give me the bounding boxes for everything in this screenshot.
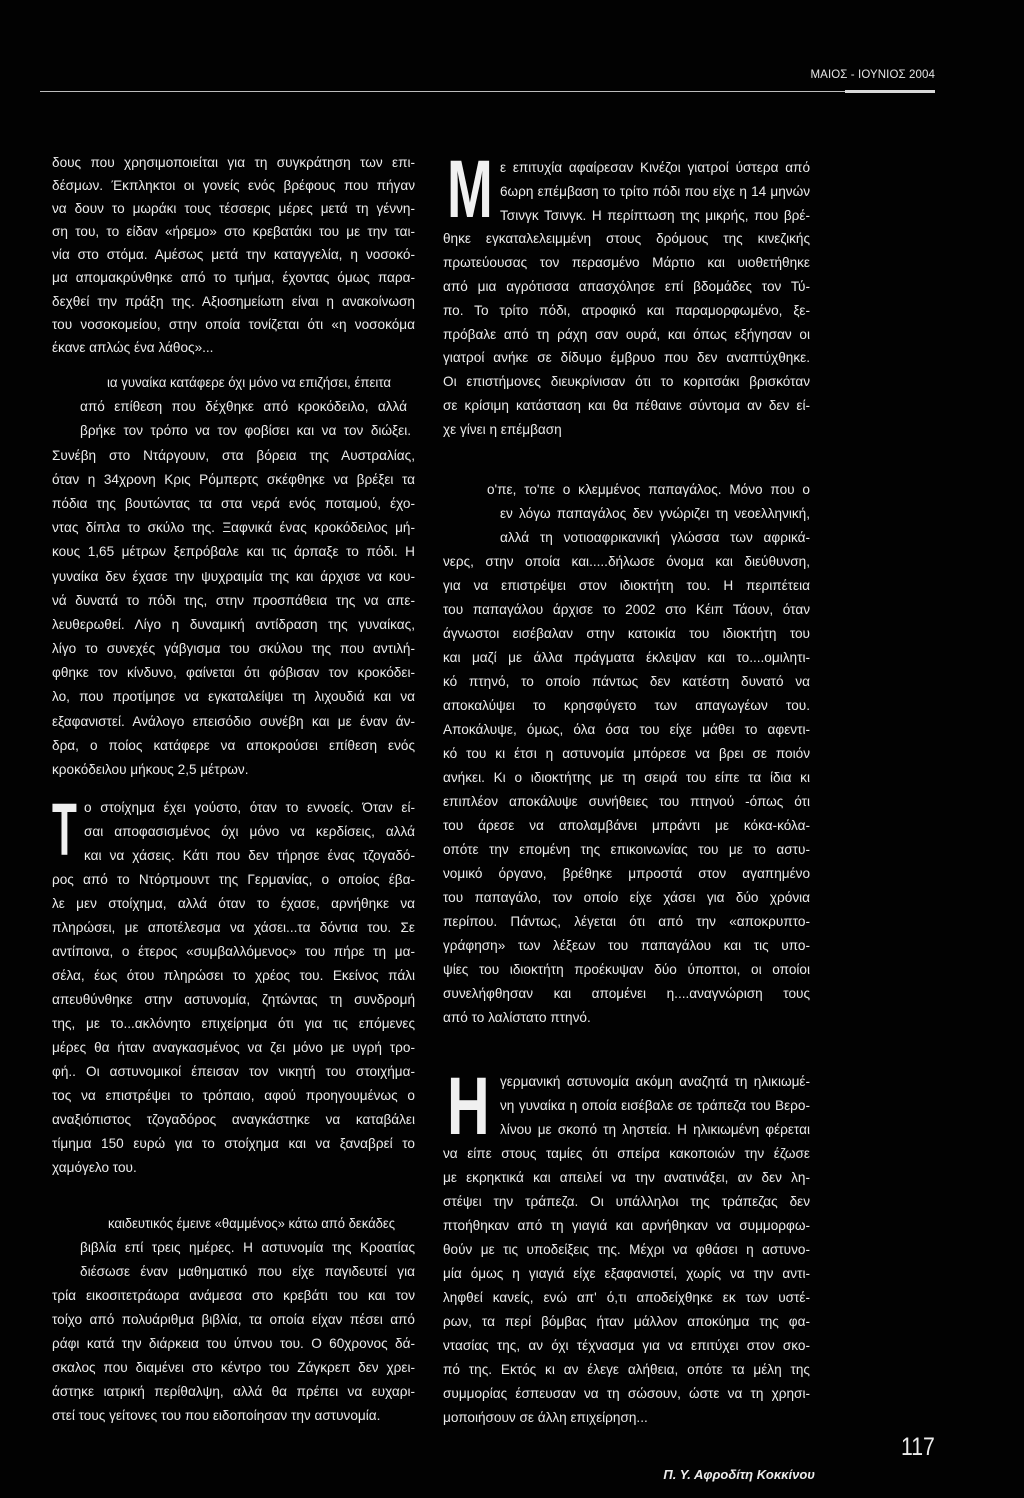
text-line [52,964,415,988]
text-line [443,1006,810,1030]
text-line [443,838,810,862]
text-line [443,718,810,742]
text-line-content: άγνωστοι εισέβαλαν στην κατοικία του ιδιοκτήτη του [443,626,810,641]
text-line-content: όταν η 34χρονη Κρις Ρόμπερτς σκέφθηκε να βρέξει τα [52,471,415,487]
text-line-content: ληφθεί κανείς, ενώ απ' ό,τι αποδείχθηκε εκ των υστέ- [443,1290,810,1305]
article-paragraph [52,796,415,1180]
text-line-content: κό του κι έτσι η αστυνομία μπόρεσε να βρει σε ποιόν [443,746,810,761]
text-line [443,1310,810,1334]
text-line-content: μία όμως η γιαγιά είχε εξαφανιστεί, χωρίς να την αντι- [443,1266,810,1281]
text-line-content: κό πτηνό, το οποίο πάντως δεν κατέστη δυνατό να [443,674,810,689]
text-line-content: διέσωσε έναν μαθηματικό που είχε παγιδευτεί για [80,1264,415,1279]
text-line-content: λο, που προτίμησε να εγκαταλείψει τη λιχουδιά και να [52,689,415,705]
text-line [443,814,810,838]
text-line-content: λευθερωθεί. Λίγο η δυναμική αντίδραση της γυναίκας, [52,616,415,632]
text-line [443,622,810,646]
article-paragraph [52,371,415,782]
text-line-content: από επίθεση που δέχθηκε από κροκόδειλο, αλλά [80,399,407,415]
text-line [52,266,415,289]
text-line [52,290,415,313]
text-line-content: νερς, στην οποία και.....δήλωσε όνομα και διεύθυνση, [443,554,810,569]
text-line-content: τρία εικοσιτετράωρα ανάμεσα στο κρεβάτι του και τον [52,1288,415,1303]
text-line-content: εξαφανιστεί. Ανάλογο επεισόδιο συνέβη και με έναν άν- [52,713,415,729]
text-line-content: του παπαγάλου άρχισε το 2002 στο Κέιπ Τάουν, όταν [443,602,810,617]
text-line-content: πόδια της βουτώντας τα στα νερά ενός ποταμού, έχο- [52,495,415,511]
text-line [52,1356,415,1380]
text-line-content: νά δυνατά το πόδι της, στην προσπάθεια της να απε- [52,592,415,608]
text-line [52,1380,415,1404]
text-line [52,1260,415,1284]
text-line-content: αναξιόπιστος τζογαδόρος αναγκάστηκε να καταβάλει [52,1112,415,1127]
text-line-content: χαμόγελο του. [52,1160,137,1175]
text-line [52,796,415,820]
text-line-content: απευθύνθηκε στην αστυνομία, ζητώντας τη συνδρομή [52,992,415,1007]
text-line-content: καιδευτικός έμεινε «θαμμένος» κάτω από δεκάδες [108,1216,395,1231]
text-line-content: γράφηση» των λέξεων του παπαγάλου και τις υπο- [443,938,810,953]
text-line-content: αντίποινα, ο έτερος «συμβαλλόμενος» του πήρε τη μα- [52,944,415,959]
text-line [443,394,810,418]
text-line [52,710,415,734]
text-line-content: και μαζί με άλλα πράγματα έκλεψαν και το....ομιλητι- [443,650,810,665]
article-paragraph [443,156,810,442]
text-line [443,299,810,323]
text-line-content: επιπλέον αποκάλυψε συνήθειες του πτηνού -όπως ότι [443,794,810,809]
text-line-content: ο'πε, το'πε ο κλεμμένος παπαγάλος. Μόνο που ο [487,482,810,497]
text-line [52,1212,415,1236]
text-line [52,419,415,443]
text-line [52,1284,415,1308]
text-line-content: ψίες του ιδιοκτήτη προέκυψαν δύο ύποπτοι, οι οποίοι [443,962,810,977]
text-line [52,444,415,468]
text-line-content: κροκόδειλου μήκους 2,5 μέτρων. [52,762,249,777]
text-line-content: εν λόγω παπαγάλος δεν γνώριζει τη νεοελληνική, [500,506,810,521]
text-line [443,694,810,718]
text-line-content: θηκε εγκαταλελειμμένη στους δρόμους της κινεζικής [443,231,810,247]
text-line-content: μοποιήσουν σε άλλη επιχείρηση... [443,1410,648,1425]
text-line [52,540,415,564]
text-line-content: λίγο το συνεχές γάβγισμα του σκύλου της που αντιλή- [52,641,415,657]
text-line [52,940,415,964]
text-line [443,1070,810,1094]
text-line-content: Οι επιστήμονες διευκρίνισαν ότι το κοριτσάκι βρισκόταν [443,374,810,390]
text-line [443,790,810,814]
text-line-content: οπότε την επομένη της επικοινωνίας του με το αστυ- [443,842,810,857]
text-line [52,1156,415,1180]
text-line [52,734,415,758]
article-paragraph [443,478,810,1030]
text-line-content: συμμορίας έσπευσαν να τη σώσουν, ώστε να τη χρησι- [443,1386,810,1401]
text-line-content: δους που χρησιμοποιείται για τη συγκράτηση των επι- [52,155,415,170]
text-line [443,958,810,982]
text-line [52,1404,415,1428]
text-line [443,1190,810,1214]
drop-cap: Μ [447,144,493,235]
text-line-content: έκανε απλώς ένα λάθος»... [52,339,214,355]
text-line [52,1084,415,1108]
text-line-content: βρήκε τον τρόπο να τον φοβίσει και να τον διώξει. [80,423,411,439]
text-line [52,371,415,395]
text-line [443,1358,810,1382]
text-line [443,251,810,275]
text-line [52,516,415,540]
text-line [443,418,810,442]
text-line [52,1108,415,1132]
text-line-content: από μια αγρότισσα απασχόλησε επί βδομάδες τον Τύ- [443,278,810,294]
text-line-content: γυναίκα δεν έχασε την ψυχραιμία της και άρχισε να κου- [52,568,415,584]
text-line-content: νία στο στόμα. Αμέσως μετά την καταγγελία, η νοσοκό- [52,247,415,263]
text-line [443,478,810,502]
text-line [52,844,415,868]
text-line-content: πο. Το τρίτο πόδι, ατροφικό και παραμορφωμένο, ξε- [443,302,810,318]
text-line-content: ντασίας της, αν όχι τέχνασμα για να επιτύχει στον σκο- [443,1338,810,1353]
text-line [52,613,415,637]
text-line [443,982,810,1006]
text-line [52,174,415,197]
text-line [52,220,415,243]
issue-date: ΜΑΙΟΣ - ΙΟΥΝΙΟΣ 2004 [810,69,935,81]
text-line-content: τοίχο από πολυάριθμα βιβλία, τα οποία είχαν πέσει από [52,1312,415,1327]
text-line [443,1214,810,1238]
text-line-content: συνελήφθησαν και απομένει η....αναγνώριση τους [443,986,810,1001]
text-line [443,670,810,694]
text-line-content: πρωτεύουσας τον περασμένο Μάρτιο και υιοθετήθηκε [443,255,810,271]
text-line [443,323,810,347]
text-line [52,1036,415,1060]
text-line [52,151,415,174]
text-line [52,313,415,336]
text-line [52,661,415,685]
text-line-content: μέρες θα ήταν αναγκασμένος να ζει μόνο με υγρή τρο- [52,1040,415,1055]
text-line [443,886,810,910]
text-line-content: με εκρηκτικά και απειλεί να την ανατινάξει, αν δεν λη- [443,1170,810,1185]
drop-cap: Η [447,1061,490,1152]
text-line [443,1286,810,1310]
text-line-content: χε γίνει η επέμβαση [443,421,562,437]
text-line-content: ια γυναίκα κατάφερε όχι μόνο να επιζήσει, έπειτα [107,375,391,390]
text-line [443,275,810,299]
text-line-content: Τσινγκ Τσινγκ. Η περίπτωση της μικρής, που βρέ- [500,207,810,223]
text-line-content: λίνου με σκοπό τη ληστεία. Η ηλικιωμένη φέρεται [500,1122,810,1137]
article-paragraph [52,1212,415,1428]
text-line-content: αποκαλύψει το κρησφύγετο των απαγωγέων του. [443,698,810,713]
text-line-content: νομικό όργανο, βρέθηκε μπροστά στον αγαπημένο [443,866,810,881]
text-line [52,916,415,940]
author-byline: Π. Υ. Αφροδίτη Κοκκίνου [663,1467,815,1482]
text-line-content: για να επιστρέψει στον ιδιοκτήτη του. Η περιπέτεια [443,578,810,593]
text-line [52,492,415,516]
text-line [443,1094,810,1118]
text-line-content: ντας δίπλα το σκύλο της. Ξαφνικά ένας κροκόδειλος μή- [52,520,415,536]
text-line [443,1118,810,1142]
text-line [443,550,810,574]
text-line-content: περίπου. Πάντως, λέγεται ότι από την «αποκρυπτο- [443,914,810,929]
text-line-content: ση του, το είδαν «ήρεμο» στο κρεβατάκι του με την ται- [52,224,415,240]
text-line-content: τος να επιστρέψει το τρόπαιο, αφού προηγουμένως ο [52,1088,415,1103]
text-line-content: του άρεσε να απολαμβάνει μπράντι με κόκα-κόλα- [443,818,810,833]
text-line-content: ρων, τα περί βόμβας ήταν μάλλον αποκύημα της φα- [443,1314,810,1329]
text-line [443,598,810,622]
text-line [443,1238,810,1262]
text-line-content: φθηκε τον κίνδυνο, φαίνεται ότι φόβισαν τον κροκόδει- [52,665,415,681]
text-line-content: φή.. Οι αστυνομικοί έπεισαν τον νικητή του στοιχήμα- [52,1064,415,1079]
text-line [443,1334,810,1358]
text-line-content: λε μεν στοίχημα, αλλά όταν το έχασε, αρνήθηκε να [52,896,415,911]
text-line-content: άστηκε ιατρική περίθαλψη, αλλά θα πρέπει να ευχαρι- [52,1384,415,1399]
text-line-content: αλλά τη νοτιοαφρικανική γλώσσα των αφρικά- [500,530,810,545]
text-line [52,892,415,916]
text-line [443,934,810,958]
text-line-content: ρος από το Ντόρτμουντ της Γερμανίας, ο οποίος έβα- [52,872,415,887]
text-line-content: γερμανική αστυνομία ακόμη αναζητά τη ηλικιωμέ- [500,1074,810,1089]
text-line [52,758,415,782]
text-line [52,565,415,589]
text-line-content: στέψει την τράπεζα. Οι υπάλληλοι της τράπεζας δεν [443,1194,810,1209]
text-line-content: Αποκάλυψε, όμως, όλα όσα του είχε μάθει το αφεντι- [443,722,810,737]
text-line-content: μα απομακρύνθηκε από το τμήμα, έχοντας όμως παρα- [52,270,415,286]
text-line-content: πτοήθηκαν από τη γιαγιά και αρνήθηκαν να συμμορφω- [443,1218,810,1233]
article-paragraph [52,151,415,359]
text-line [52,868,415,892]
text-line-content: και να χάσεις. Κάτι που δεν τήρησε ένας τζογαδό- [84,848,415,863]
text-line-content: γιατροί ανήκε σε δίδυμο έμβρυο που δεν αναπτύχθηκε. [443,350,810,366]
text-line [443,526,810,550]
text-line-content: βιβλία επί τρεις ημέρες. Η αστυνομία της Κροατίας [80,1240,415,1255]
text-line-content: δρα, ο ποίος κατάφερε να αποκρούσει επίθεση ενός [52,737,415,753]
text-line-content: σε κρίσιμη κατάσταση και θα πέθαινε σύντομα αν δεν εί- [443,397,810,413]
text-line-content: πό της. Εκτός κι αν έλεγε αλήθεια, οπότε τα μέλη της [443,1362,810,1377]
text-line-content: νη γυναίκα η οποία εισέβαλε σε τράπεζα του Βερο- [500,1098,810,1113]
text-line-content: ανήκει. Κι ο ιδιοκτήτης με τη σειρά του είπε τα ίδια κι [443,770,810,785]
text-line [443,1382,810,1406]
page-number: 117 [901,1433,935,1461]
text-line [443,1406,810,1430]
text-line-content: τίμημα 150 ευρώ για το στοίχημα και να ξαναβρεί το [52,1136,415,1151]
text-line [52,637,415,661]
text-line [443,910,810,934]
text-line [52,589,415,613]
text-line-content: 6ωρη επέμβαση το τρίτο πόδι που είχε η 14 μηνών [500,183,810,199]
text-line-content: ράφι κατά την διάρκεια του ύπνου του. Ο 60χρονος δά- [52,1336,415,1351]
text-line-content: σκαλος που διαμένει στο κέντρο του Ζάγκρεπ δεν χρει- [52,1360,415,1375]
text-line [443,1142,810,1166]
drop-cap: Τ [52,788,77,871]
text-line [443,180,810,204]
text-line-content: δέσμων. Έκπληκτοι οι γονείς ενός βρέφους που πήγαν [52,178,415,194]
text-line [52,685,415,709]
text-line [52,1236,415,1260]
text-line [443,862,810,886]
text-line [443,1262,810,1286]
text-line-content: πληρώσει, με αποτέλεσμα να χάσει...τα δόντια του. Σε [52,920,415,935]
text-line [443,156,810,180]
text-line-content: να είπε στους ταμίες ότι σπείρα κακοποιών την έζωσε [443,1146,810,1161]
text-line [52,243,415,266]
text-line [52,1012,415,1036]
text-line [52,1308,415,1332]
text-line-content: στεί τους γείτονες του που ειδοποίησαν την αστυνομία. [52,1408,381,1423]
text-line [52,1332,415,1356]
text-line-content: σέλα, έως ότου πληρώσει το χρέος του. Εκείνος πάλι [52,968,415,983]
text-line-content: του παπαγάλο, τον οποίο είχε χάσει για δύο χρόνια [443,890,810,905]
text-line-content: της, με το...ακλόνητο επιχείρημα ότι για τις επόμενες [52,1016,415,1031]
text-line-content: δεχθεί την πράξη της. Αξιοσημείωτη είναι η ανακοίνωση [52,293,415,309]
text-line [443,370,810,394]
text-line [52,1132,415,1156]
text-line [443,742,810,766]
text-line [52,336,415,359]
left-column [52,0,415,1498]
text-line [443,766,810,790]
text-line [443,1166,810,1190]
text-line-content: του νοσοκομείου, στην οποία τονίζεται ότι «η νοσοκόμα [52,316,415,332]
header-rule-accent [845,90,935,93]
text-line-content: ε επιτυχία αφαίρεσαν Κινέζοι γιατροί ύστερα από [500,160,810,175]
text-line [443,227,810,251]
text-line [443,204,810,228]
right-column [443,0,810,1498]
text-line [52,1060,415,1084]
text-line-content: ο στοίχημα έχει γούστο, όταν το εννοείς. Όταν εί- [84,800,415,815]
text-line [443,574,810,598]
text-line [443,502,810,526]
text-line-content: να δουν το μωράκι τους τέσσερις μέρες μετά τη γέννη- [52,201,415,217]
text-line-content: πρόβαλε από τη ράχη σαν ουρά, και όπως εξήγησαν οι [443,326,810,342]
text-line-content: θούν με τις υποδείξεις της. Μέχρι να φθάσει η αστυνο- [443,1242,810,1257]
text-line-content: κους 1,65 μέτρων ξεπρόβαλε και τις άρπαξε το πόδι. Η [52,544,415,560]
text-line [52,468,415,492]
text-line-content: Συνέβη στο Ντάργουιν, στα βόρεια της Αυστραλίας, [52,447,415,463]
text-line [52,395,415,419]
text-line [52,988,415,1012]
text-line [443,646,810,670]
text-line [52,820,415,844]
article-paragraph [443,1070,810,1430]
text-line [52,197,415,220]
text-line-content: από το λαλίστατο πτηνό. [443,1010,591,1025]
text-line-content: σαι αποφασισμένος όχι μόνο να κερδίσεις, αλλά [84,824,415,839]
text-line [443,346,810,370]
